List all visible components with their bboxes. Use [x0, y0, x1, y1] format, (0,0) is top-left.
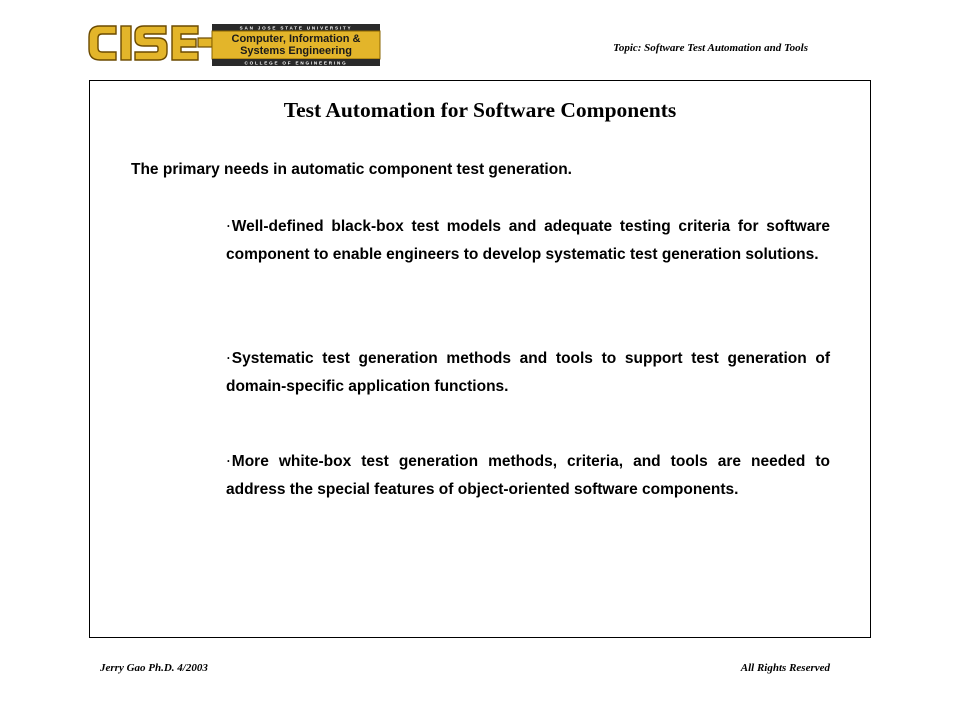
bullet-dot-icon: · [226, 452, 231, 470]
bullet-dot-icon: · [226, 217, 231, 235]
footer-author: Jerry Gao Ph.D. 4/2003 [100, 662, 208, 674]
cise-logo [86, 20, 382, 70]
bullet-text: Systematic test generation methods and tools to support test generation of domain-specific application functions. [226, 350, 830, 395]
logo-department-line2: Systems Engineering [240, 45, 352, 57]
logo-letter-s [135, 26, 167, 60]
bullet-dot-icon: · [226, 349, 231, 367]
intro-text: The primary needs in automatic component test generation. [131, 161, 572, 178]
footer-rights: All Rights Reserved [740, 662, 830, 674]
slide-title: Test Automation for Software Components [283, 98, 677, 122]
logo-university-text: SAN JOSE STATE UNIVERSITY [239, 25, 353, 31]
logo-letter-c [89, 26, 116, 60]
logo-college-text: COLLEGE OF ENGINEERING [244, 60, 348, 66]
bullet-text: More white-box test generation methods, criteria, and tools are needed to address the special features of object-oriented software components. [226, 453, 830, 498]
content-frame [89, 80, 871, 638]
logo-department-line1: Computer, Information & [231, 33, 361, 45]
bullet-text: Well-defined black-box test models and adequate testing criteria for software component to enable engineers to develop systematic test generation solutions. [226, 218, 830, 263]
logo-letter-e [172, 26, 198, 60]
bullet-item [226, 345, 830, 400]
bullet-item [226, 448, 830, 503]
bullet-item [226, 213, 830, 268]
cise-logo-graphic [86, 20, 382, 70]
slide-topic: Topic: Software Test Automation and Tools [613, 42, 808, 54]
logo-letter-i [121, 26, 131, 60]
